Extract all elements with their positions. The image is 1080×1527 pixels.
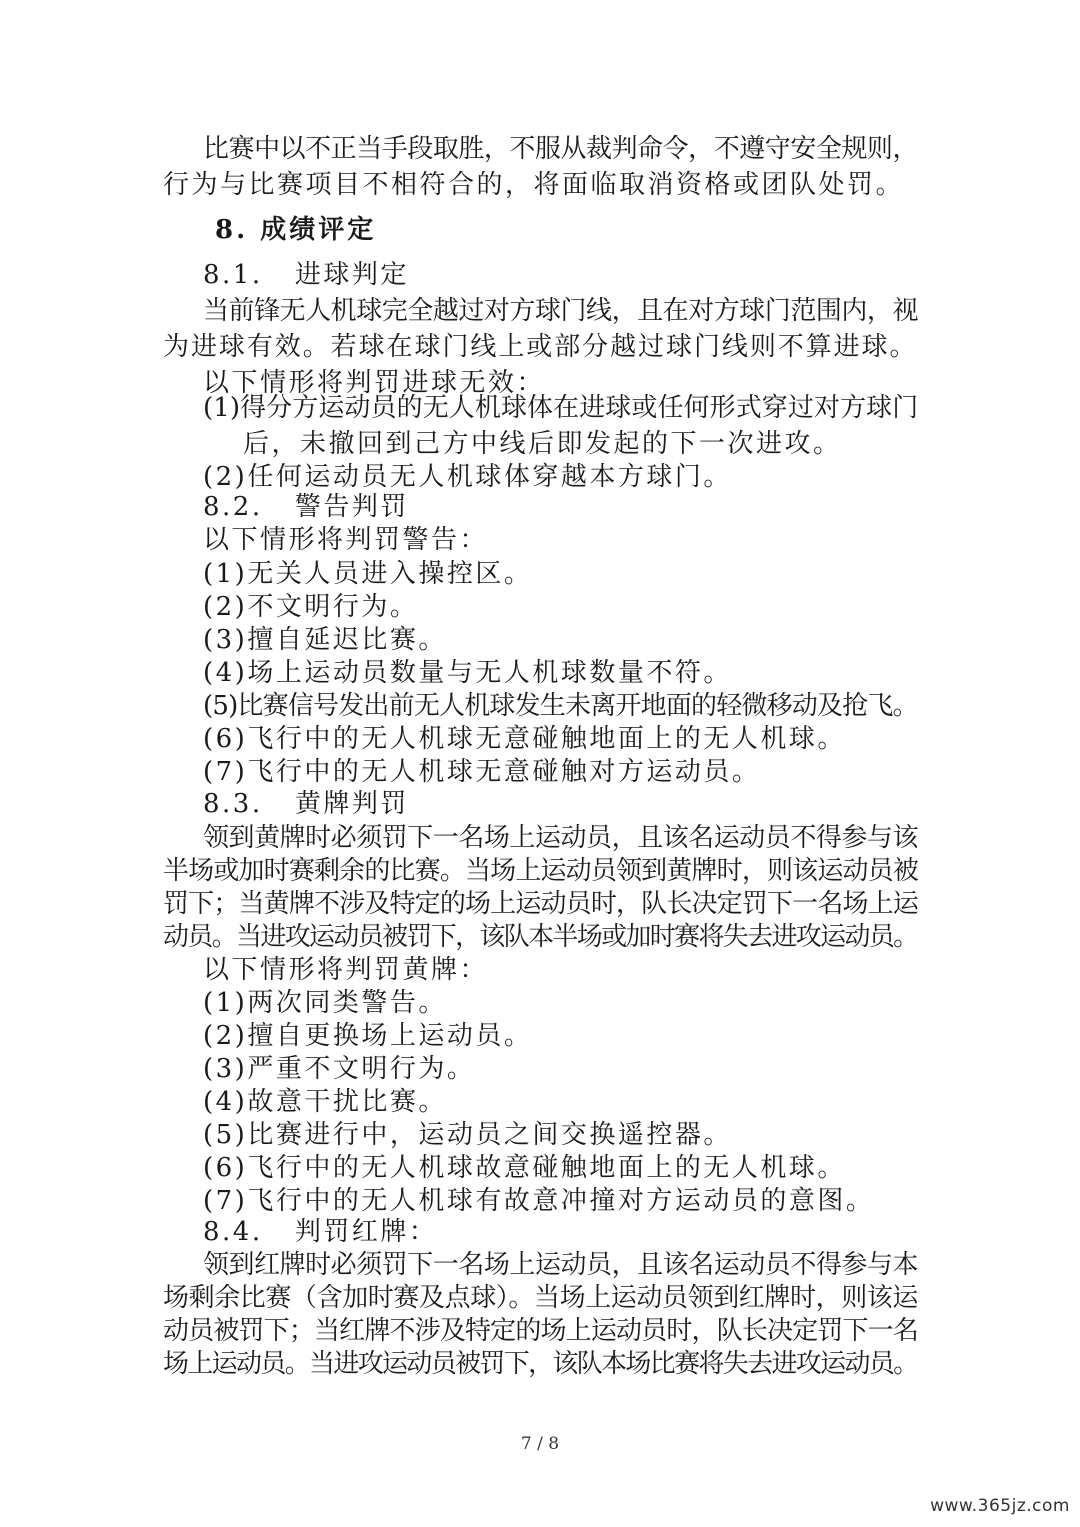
- section-8-1-paragraph-line-1: 当前锋无人机球完全越过对方球门线，且在对方球门范围内，视: [203, 296, 919, 326]
- section-8-3-item: (2)擅自更换场上运动员。: [203, 1021, 533, 1051]
- section-8-3-title: 8.3. 黄牌判罚: [203, 789, 409, 819]
- watermark: www.365jz.com: [930, 1496, 1070, 1516]
- section-8-1-item-2: (2)任何运动员无人机球体穿越本方球门。: [203, 462, 732, 492]
- section-8-2-item: (1)无关人员进入操控区。: [203, 559, 533, 589]
- section-8-3-paragraph-line-1: 领到黄牌时必须罚下一名场上运动员，且该名运动员不得参与该: [203, 823, 919, 853]
- section-8-2-item: (4)场上运动员数量与无人机球数量不符。: [203, 658, 732, 688]
- section-8-3-paragraph-line-3: 罚下；当黄牌不涉及特定的场上运动员时，队长决定罚下一名场上运: [163, 889, 919, 919]
- section-8-2-item: (3)擅自延迟比赛。: [203, 625, 447, 655]
- intro-paragraph-line-2: 行为与比赛项目不相符合的，将面临取消资格或团队处罚。: [163, 170, 905, 200]
- section-8-3-item: (5)比赛进行中，运动员之间交换遥控器。: [203, 1120, 732, 1150]
- section-8-heading: 8. 成绩评定: [215, 215, 377, 245]
- section-8-4-paragraph-line-2: 场剩余比赛（含加时赛及点球）。当场上运动员领到红牌时，则该运: [163, 1283, 919, 1313]
- section-8-4-title: 8.4. 判罚红牌：: [203, 1217, 438, 1247]
- section-8-3-paragraph-line-2: 半场或加时赛剩余的比赛。当场上运动员领到黄牌时，则该运动员被: [163, 856, 919, 886]
- section-8-3-item: (1)两次同类警告。: [203, 988, 447, 1018]
- section-8-1-paragraph-line-2: 为进球有效。若球在球门线上或部分越过球门线则不算进球。: [163, 332, 918, 362]
- section-8-4-paragraph-line-3: 动员被罚下；当红牌不涉及特定的场上运动员时，队长决定罚下一名: [163, 1316, 919, 1346]
- page-number: 7 / 8: [520, 1434, 560, 1454]
- section-8-1-item-1-line-1: (1)得分方运动员的无人机球体在进球或任何形式穿过对方球门: [203, 393, 919, 423]
- section-8-3-item: (6)飞行中的无人机球故意碰触地面上的无人机球。: [203, 1153, 846, 1183]
- section-8-3-paragraph-line-4: 动员。当进攻运动员被罚下，该队本半场或加时赛将失去进攻运动员。: [163, 922, 918, 952]
- intro-paragraph-line-1: 比赛中以不正当手段取胜，不服从裁判命令，不遵守安全规则，: [203, 134, 919, 164]
- section-8-3-list-intro: 以下情形将判罚黄牌：: [203, 955, 489, 985]
- section-8-2-list-intro: 以下情形将判罚警告：: [203, 525, 489, 555]
- section-8-2-item: (7)飞行中的无人机球无意碰触对方运动员。: [203, 757, 761, 787]
- section-8-2-item: (2)不文明行为。: [203, 592, 419, 622]
- section-8-2-title: 8.2. 警告判罚: [203, 492, 409, 522]
- section-8-3-item: (4)故意干扰比赛。: [203, 1087, 447, 1117]
- section-8-2-item: (5)比赛信号发出前无人机球发生未离开地面的轻微移动及抢飞。: [203, 691, 918, 721]
- section-8-4-paragraph-line-1: 领到红牌时必须罚下一名场上运动员，且该名运动员不得参与本: [203, 1250, 919, 1280]
- section-8-1-list-intro: 以下情形将判罚进球无效：: [203, 368, 546, 398]
- section-8-1-title: 8.1. 进球判定: [203, 260, 409, 290]
- section-8-2-item: (6)飞行中的无人机球无意碰触地面上的无人机球。: [203, 724, 846, 754]
- section-8-3-item: (7)飞行中的无人机球有故意冲撞对方运动员的意图。: [203, 1186, 875, 1216]
- section-8-1-item-1-line-2: 后，未撤回到己方中线后即发起的下一次进攻。: [243, 429, 842, 459]
- section-8-3-item: (3)严重不文明行为。: [203, 1054, 476, 1084]
- section-8-4-paragraph-line-4: 场上运动员。当进攻运动员被罚下，该队本场比赛将失去进攻运动员。: [163, 1349, 918, 1379]
